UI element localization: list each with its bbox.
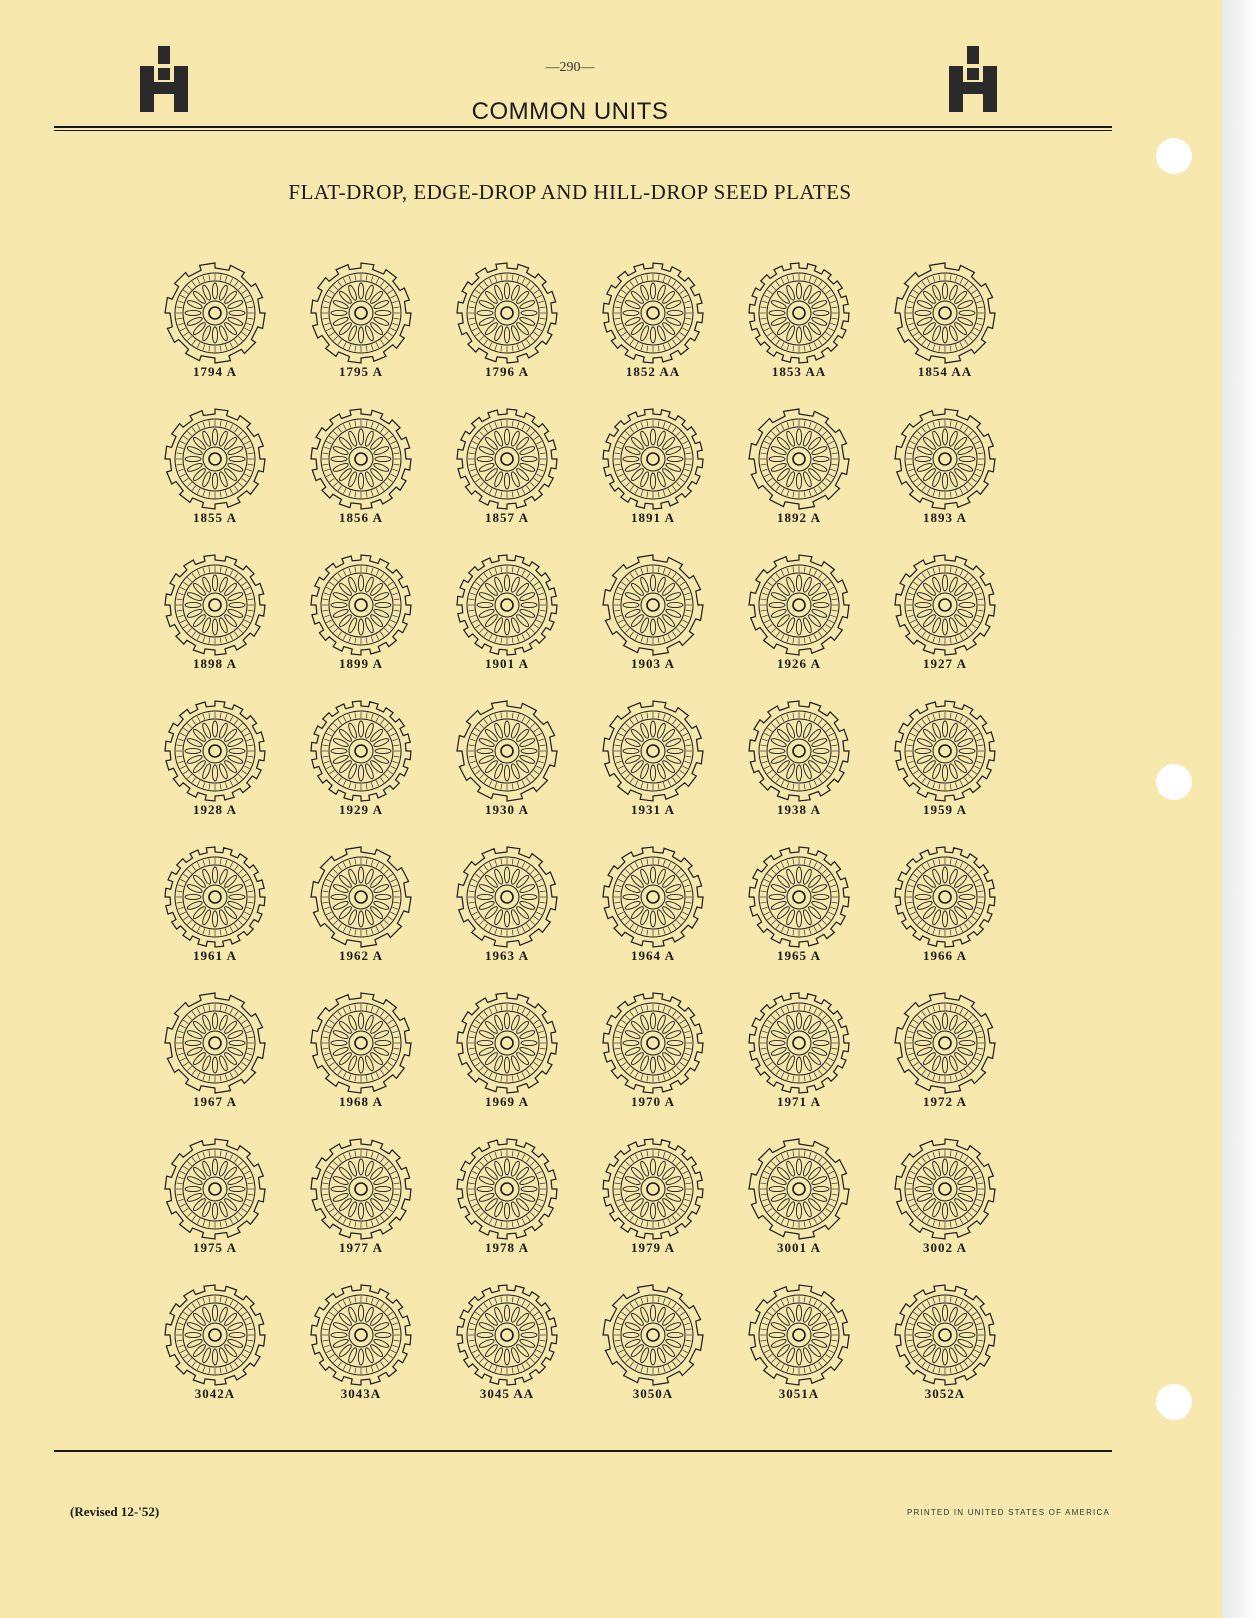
plate-part-number: 1857 A: [485, 510, 529, 525]
section-title: COMMON UNITS: [471, 98, 669, 125]
seed-plate-icon: [598, 1280, 708, 1390]
plate-part-number: 1970 A: [631, 1094, 675, 1109]
seed-plate: [588, 404, 718, 550]
plate-part-number: 1854 AA: [917, 364, 973, 379]
seed-plate: [734, 988, 864, 1134]
seed-plate: [442, 988, 572, 1134]
seed-plate: [588, 550, 718, 696]
seed-plate: [442, 404, 572, 550]
binder-hole: [1156, 1384, 1192, 1420]
plate-part-number: 1796 A: [485, 364, 529, 379]
seed-plate-icon: [452, 1134, 562, 1244]
seed-plate: [442, 258, 572, 404]
plate-part-number: 1853 AA: [771, 364, 827, 379]
seed-plate: [734, 1134, 864, 1280]
seed-plate-icon: [160, 696, 270, 806]
seed-plate: [296, 550, 426, 696]
seed-plate-icon: [452, 842, 562, 952]
seed-plate: [150, 550, 280, 696]
seed-plate: [442, 550, 572, 696]
plate-part-number: 1968 A: [339, 1094, 383, 1109]
seed-plate-icon: [598, 988, 708, 1098]
plate-part-number: 1966 A: [923, 948, 967, 963]
seed-plate: [880, 1280, 1010, 1426]
seed-plate-icon: [452, 550, 562, 660]
seed-plate-icon: [306, 404, 416, 514]
seed-plate: [296, 1134, 426, 1280]
seed-plate: [880, 988, 1010, 1134]
seed-plate: [588, 1134, 718, 1280]
plate-part-number: 1899 A: [339, 656, 383, 671]
ih-logo-icon: [136, 44, 192, 114]
seed-plate-icon: [452, 404, 562, 514]
page-edge: [1222, 0, 1258, 1618]
seed-plate-icon: [890, 988, 1000, 1098]
seed-plate: [442, 1134, 572, 1280]
seed-plate-icon: [306, 696, 416, 806]
seed-plate-icon: [890, 842, 1000, 952]
plate-part-number: 1856 A: [339, 510, 383, 525]
seed-plate: [880, 258, 1010, 404]
plate-part-number: 1855 A: [193, 510, 237, 525]
seed-plate-icon: [160, 988, 270, 1098]
seed-plate-grid: [160, 258, 1030, 1458]
seed-plate: [734, 1280, 864, 1426]
seed-plate: [296, 1280, 426, 1426]
plate-part-number: 1927 A: [923, 656, 967, 671]
plate-part-number: 1965 A: [777, 948, 821, 963]
seed-plate: [734, 404, 864, 550]
seed-plate-icon: [744, 696, 854, 806]
seed-plate: [880, 404, 1010, 550]
seed-plate: [150, 988, 280, 1134]
seed-plate: [588, 258, 718, 404]
plate-part-number: 1967 A: [193, 1094, 237, 1109]
seed-plate-icon: [890, 258, 1000, 368]
plate-part-number: 3050A: [632, 1386, 674, 1401]
seed-plate-icon: [452, 1280, 562, 1390]
seed-plate-icon: [744, 1134, 854, 1244]
seed-plate-icon: [598, 404, 708, 514]
seed-plate: [588, 696, 718, 842]
binder-hole: [1156, 138, 1192, 174]
seed-plate-icon: [452, 988, 562, 1098]
seed-plate-icon: [598, 696, 708, 806]
seed-plate-icon: [744, 1280, 854, 1390]
seed-plate: [150, 696, 280, 842]
plate-part-number: 1903 A: [631, 656, 675, 671]
plate-part-number: 1964 A: [631, 948, 675, 963]
seed-plate-icon: [598, 258, 708, 368]
seed-plate: [880, 550, 1010, 696]
plate-part-number: 1978 A: [485, 1240, 529, 1255]
plate-part-number: 1961 A: [193, 948, 237, 963]
seed-plate-icon: [160, 404, 270, 514]
seed-plate-icon: [890, 696, 1000, 806]
plate-part-number: 3042A: [194, 1386, 236, 1401]
seed-plate: [588, 1280, 718, 1426]
seed-plate-icon: [160, 550, 270, 660]
plate-part-number: 1852 AA: [625, 364, 681, 379]
seed-plate-icon: [452, 696, 562, 806]
plate-part-number: 3045 AA: [479, 1386, 535, 1401]
plate-part-number: 1959 A: [923, 802, 967, 817]
plate-part-number: 1938 A: [777, 802, 821, 817]
seed-plate: [296, 404, 426, 550]
seed-plate-icon: [744, 258, 854, 368]
seed-plate-icon: [598, 1134, 708, 1244]
seed-plate: [734, 550, 864, 696]
plate-part-number: 1794 A: [193, 364, 237, 379]
seed-plate-icon: [744, 842, 854, 952]
plate-part-number: 1926 A: [777, 656, 821, 671]
seed-plate: [880, 696, 1010, 842]
plate-part-number: 1971 A: [777, 1094, 821, 1109]
binder-hole: [1156, 764, 1192, 800]
plate-part-number: 1962 A: [339, 948, 383, 963]
seed-plate: [296, 696, 426, 842]
seed-plate-icon: [160, 1134, 270, 1244]
plate-part-number: 1892 A: [777, 510, 821, 525]
plate-part-number: 1975 A: [193, 1240, 237, 1255]
seed-plate-icon: [598, 842, 708, 952]
plate-part-number: 1929 A: [339, 802, 383, 817]
seed-plate-icon: [306, 842, 416, 952]
plate-part-number: 1898 A: [193, 656, 237, 671]
seed-plate-icon: [306, 550, 416, 660]
seed-plate-icon: [160, 1280, 270, 1390]
printed-note: PRINTED IN UNITED STATES OF AMERICA: [906, 1508, 1110, 1517]
seed-plate: [296, 258, 426, 404]
plate-part-number: 1963 A: [485, 948, 529, 963]
ih-logo-icon: [945, 44, 1001, 114]
seed-plate: [588, 842, 718, 988]
plate-part-number: 1972 A: [923, 1094, 967, 1109]
plate-part-number: 1891 A: [631, 510, 675, 525]
plate-part-number: 1931 A: [631, 802, 675, 817]
page-title: FLAT-DROP, EDGE-DROP AND HILL-DROP SEED PLATES: [288, 180, 852, 204]
seed-plate: [150, 404, 280, 550]
seed-plate-icon: [890, 1134, 1000, 1244]
plate-part-number: 1901 A: [485, 656, 529, 671]
plate-part-number: 3002 A: [923, 1240, 967, 1255]
seed-plate: [734, 258, 864, 404]
seed-plate-icon: [890, 1280, 1000, 1390]
seed-plate-icon: [890, 404, 1000, 514]
footer-rule: [54, 1450, 1112, 1452]
seed-plate: [150, 1280, 280, 1426]
seed-plate: [150, 258, 280, 404]
seed-plate-icon: [306, 1280, 416, 1390]
header-rule-thin: [54, 130, 1112, 131]
seed-plate-icon: [452, 258, 562, 368]
plate-part-number: 1928 A: [193, 802, 237, 817]
plate-part-number: 1977 A: [339, 1240, 383, 1255]
revised-note: (Revised 12-'52): [70, 1504, 160, 1519]
plate-part-number: 3001 A: [777, 1240, 821, 1255]
plate-part-number: 1930 A: [485, 802, 529, 817]
seed-plate-icon: [160, 842, 270, 952]
plate-part-number: 1795 A: [339, 364, 383, 379]
header-rule: [54, 126, 1112, 128]
seed-plate: [734, 842, 864, 988]
plate-part-number: 3043A: [340, 1386, 382, 1401]
seed-plate: [442, 1280, 572, 1426]
plate-part-number: 1979 A: [631, 1240, 675, 1255]
seed-plate: [296, 842, 426, 988]
seed-plate-icon: [306, 258, 416, 368]
seed-plate: [588, 988, 718, 1134]
seed-plate-icon: [160, 258, 270, 368]
page-number: —290—: [545, 60, 595, 75]
seed-plate-icon: [890, 550, 1000, 660]
seed-plate-icon: [744, 988, 854, 1098]
seed-plate: [880, 1134, 1010, 1280]
seed-plate: [442, 696, 572, 842]
seed-plate-icon: [306, 988, 416, 1098]
seed-plate: [734, 696, 864, 842]
seed-plate-icon: [744, 404, 854, 514]
seed-plate-icon: [744, 550, 854, 660]
seed-plate: [296, 988, 426, 1134]
seed-plate-icon: [306, 1134, 416, 1244]
seed-plate-icon: [598, 550, 708, 660]
plate-part-number: 3051A: [778, 1386, 820, 1401]
plate-part-number: 3052A: [924, 1386, 966, 1401]
seed-plate: [880, 842, 1010, 988]
seed-plate: [150, 842, 280, 988]
seed-plate: [150, 1134, 280, 1280]
plate-part-number: 1969 A: [485, 1094, 529, 1109]
plate-part-number: 1893 A: [923, 510, 967, 525]
seed-plate: [442, 842, 572, 988]
